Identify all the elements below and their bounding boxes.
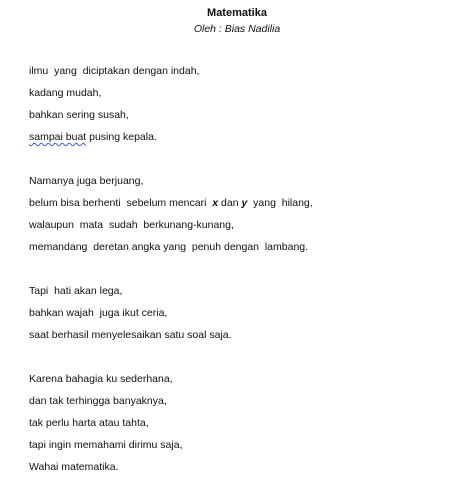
- spellcheck-underlined-phrase[interactable]: sampai buat: [29, 131, 87, 143]
- stanza1-line4-rest: pusing kepala.: [86, 131, 157, 143]
- stanza2-line1: Namanya juga berjuang,: [29, 175, 144, 187]
- stanza2-line3: walaupun mata sudah berkunang-kunang,: [29, 219, 234, 231]
- stanza2-line4: memandang deretan angka yang penuh dengan lambang.: [29, 241, 309, 253]
- stanza4-line3: tak perlu harta atau tahta,: [29, 417, 149, 429]
- poem-title: Matematika: [207, 7, 267, 19]
- variable-y: y: [241, 197, 248, 209]
- stanza2-line2-part3: yang hilang,: [247, 197, 313, 209]
- stanza2-line2-part2: dan: [218, 197, 242, 209]
- stanza1-line2: kadang mudah,: [29, 87, 102, 99]
- stanza3-line1: Tapi hati akan lega,: [29, 285, 123, 297]
- stanza4-line5: Wahai matematika.: [29, 461, 119, 473]
- stanza2-line2: [29, 196, 313, 210]
- stanza1-line4: [29, 130, 157, 144]
- stanza1-line3: bahkan sering susah,: [29, 109, 129, 121]
- stanza4-line2: dan tak terhingga banyaknya,: [29, 395, 167, 407]
- variable-x: x: [212, 197, 219, 209]
- stanza3-line2: bahkan wajah juga ikut ceria,: [29, 307, 168, 319]
- poem-author: Oleh : Bias Nadilia: [193, 23, 281, 35]
- stanza4-line1: Karena bahagia ku sederhana,: [29, 373, 173, 385]
- stanza4-line4: tapi ingin memahami dirimu saja,: [29, 439, 183, 451]
- stanza3-line3: saat berhasil menyelesaikan satu soal saja.: [29, 329, 232, 341]
- stanza1-line1: ilmu yang diciptakan dengan indah,: [29, 65, 200, 77]
- stanza2-line2-part1: belum bisa berhenti sebelum mencari: [29, 197, 213, 209]
